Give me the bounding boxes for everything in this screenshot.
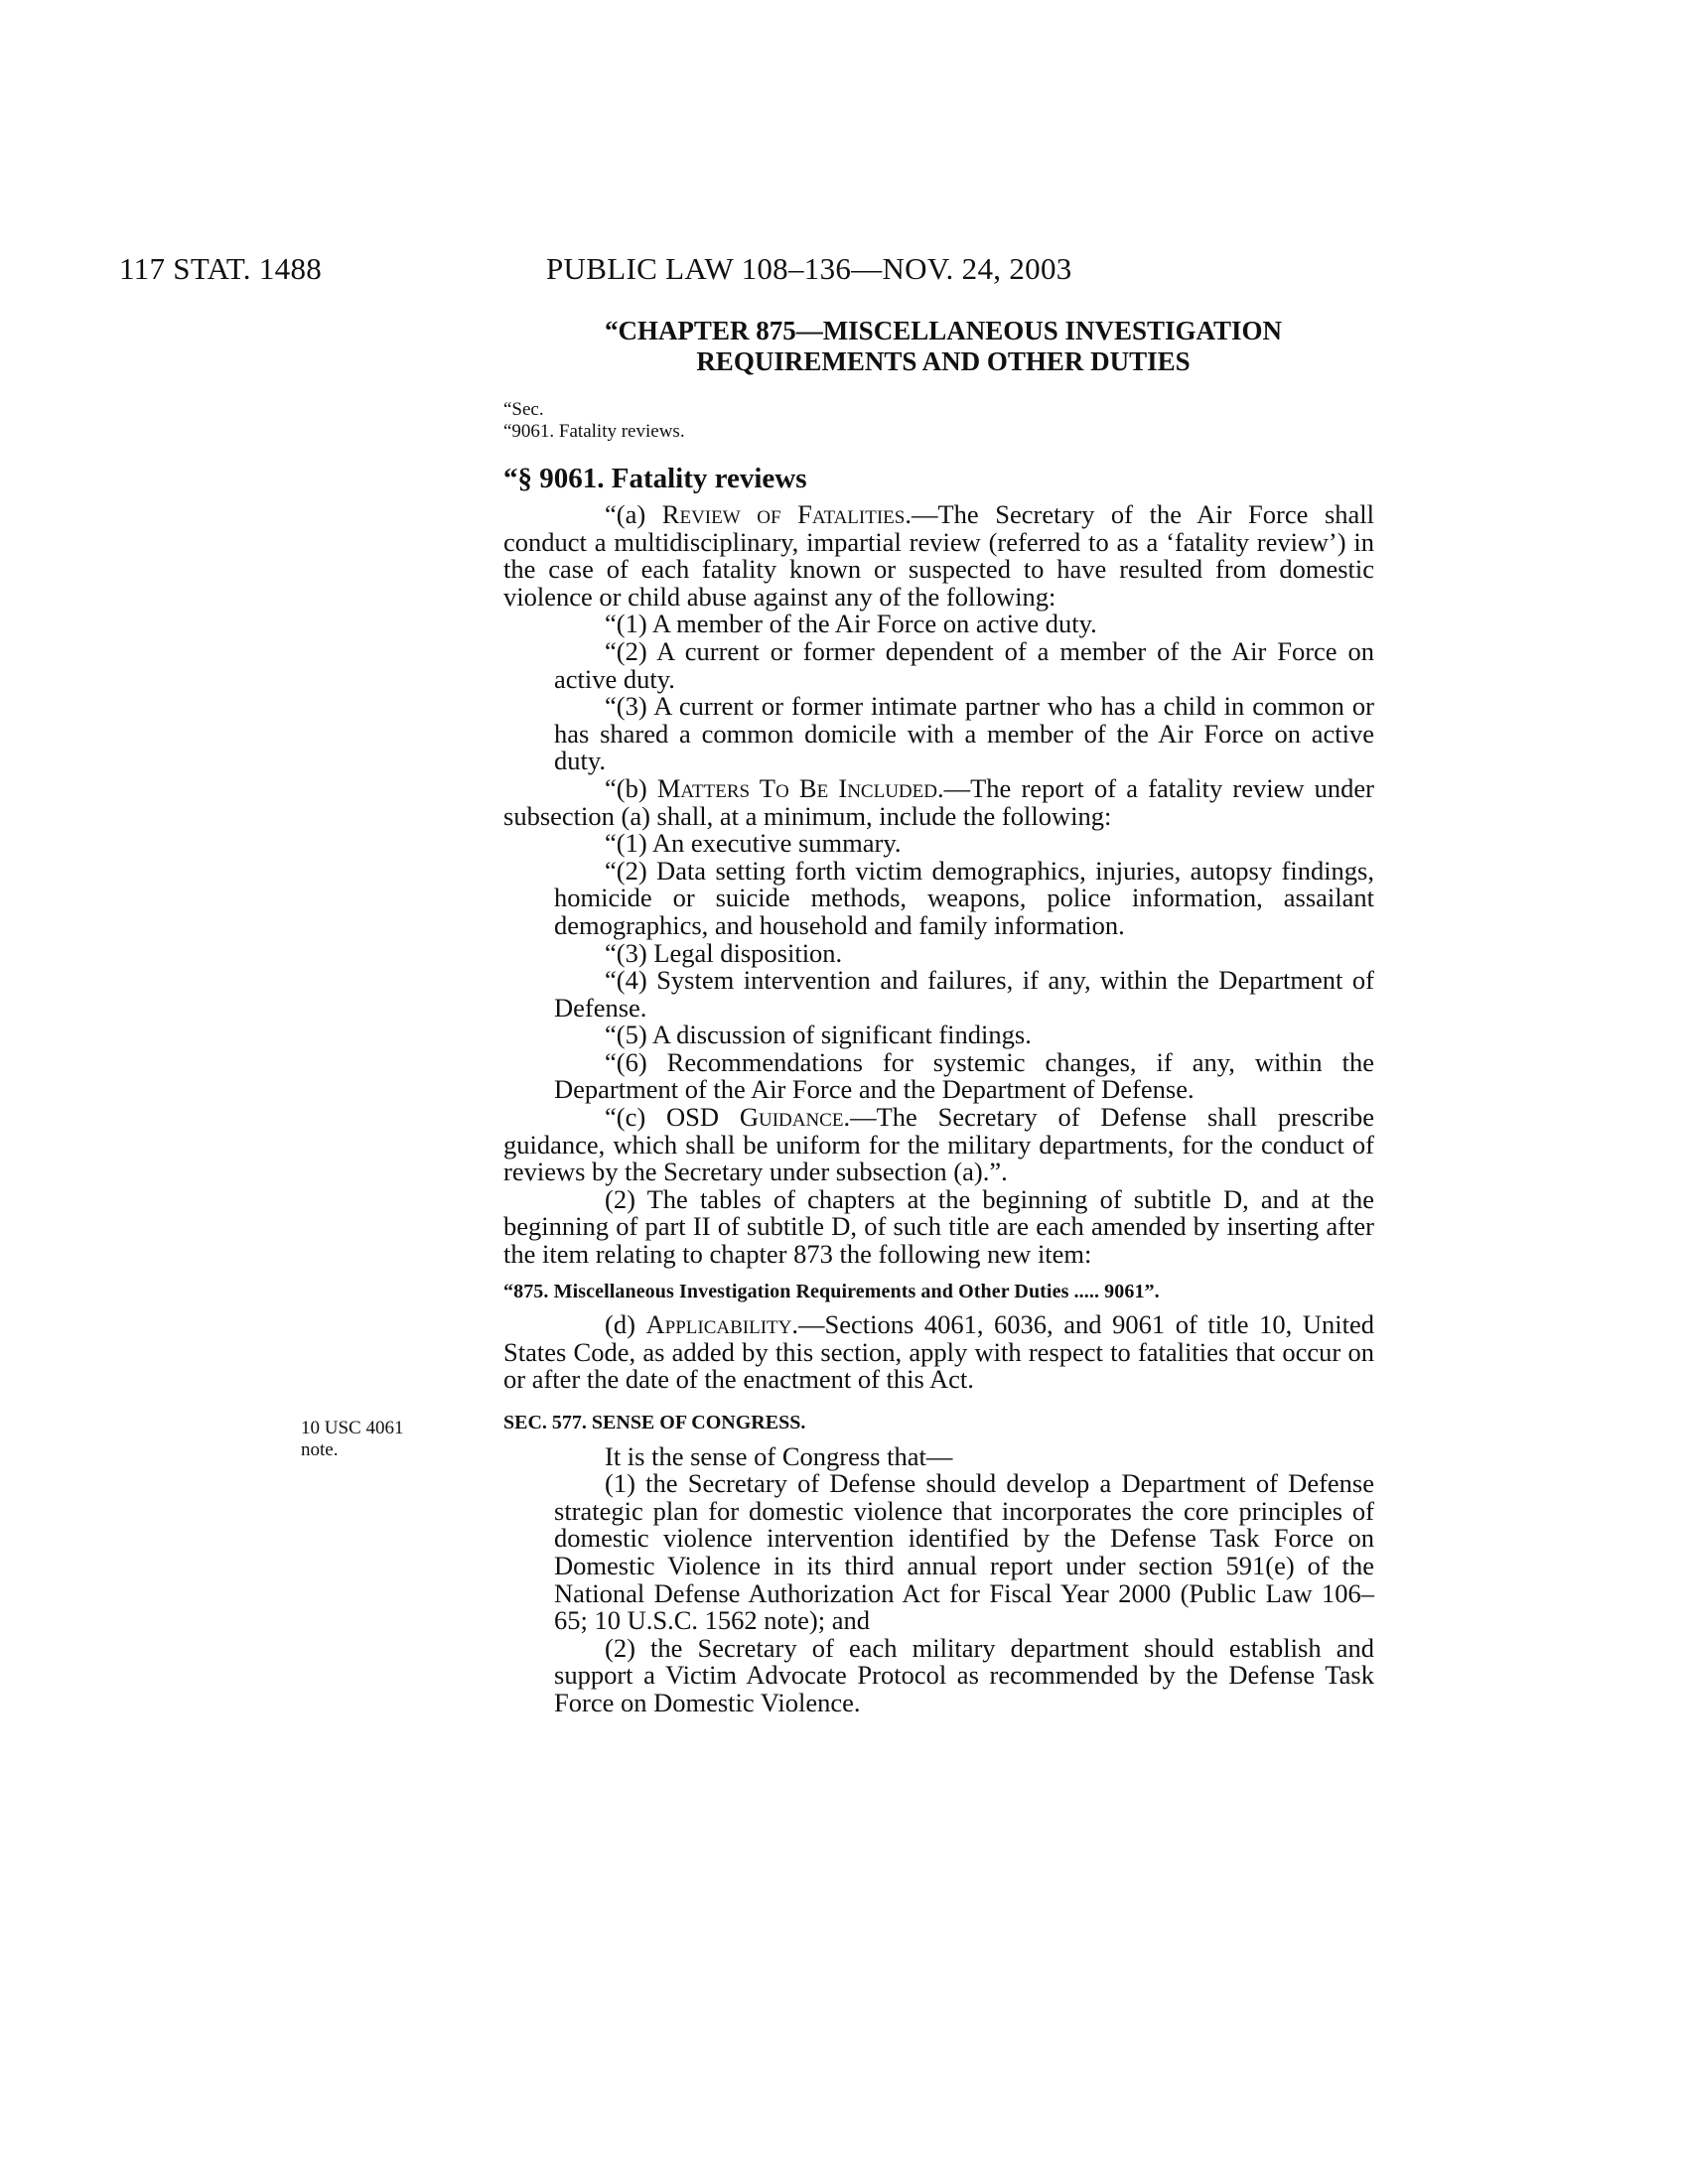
subsection-b-item: “(4) System intervention and failures, if any, within the Department of Defense. [554, 965, 1374, 1023]
table-of-chapters-item: “875. Miscellaneous Investigation Requirements and Other Duties ..... 9061”. [503, 1280, 1160, 1302]
toc-item: “9061. Fatality reviews. [503, 421, 685, 442]
subsection-b-caption: Matters To Be Included [656, 772, 937, 803]
sec-577-item: (1) the Secretary of Defense should develop a Department of Defense strategic plan for domestic violence that incorporates the core principles of domestic violence intervention identified by the Defense Task Force on Domestic Violence in its third annual report under section 591(e) of the National Defense Authorization Act for Fiscal Year 2000 (Public Law 106–65; 10 U.S.C. 1562 note); and [554, 1468, 1374, 1636]
subsection-b-item: “(5) A discussion of significant findings. [605, 1020, 1032, 1050]
sec-577-item: (2) the Secretary of each military department should establish and support a Victim Advocate Protocol as recommended by the Defense Task Force on Domestic Violence. [554, 1632, 1374, 1717]
margin-note-line2: note. [301, 1439, 339, 1460]
subsection-b-item: “(1) An executive summary. [605, 828, 902, 859]
public-law-header: PUBLIC LAW 108–136—NOV. 24, 2003 [546, 251, 1072, 286]
statute-page-number: 117 STAT. 1488 [119, 251, 323, 286]
subsection-c: “(c) OSD Guidance.—The Secretary of Defense shall prescribe guidance, which shall be uniform for the military departments, for the conduct of reviews by the Secretary under subsection (a).”. [503, 1102, 1374, 1187]
subsection-a-item: “(3) A current or former intimate partner who has a child in common or has shared a common domicile with a member of the Air Force on active duty. [554, 691, 1374, 776]
toc-label: “Sec. [503, 399, 544, 420]
chapter-title-line2: REQUIREMENTS AND OTHER DUTIES [696, 346, 1191, 376]
sec-577-heading: SEC. 577. SENSE OF CONGRESS. [503, 1412, 806, 1433]
margin-note-line1: 10 USC 4061 [301, 1418, 404, 1438]
chapter-title [496, 316, 1390, 377]
subsection-b-item: “(3) Legal disposition. [605, 937, 843, 968]
subsection-c-caption: OSD Guidance [666, 1102, 844, 1133]
subsection-a: “(a) Review of Fatalities.—The Secretary of the Air Force shall conduct a multidisciplinary, impartial review (referred to as a ‘fatality review’) in the case of each fatality known or suspected to have resulted from domestic violence or child abuse against any of the following: [503, 499, 1374, 612]
chapter-title-line1: “CHAPTER 875—MISCELLANEOUS INVESTIGATION [604, 316, 1283, 345]
subsection-b-item: “(6) Recommendations for systemic changes, if any, within the Department of the Air Force and the Department of Defense. [554, 1046, 1374, 1105]
section-body [503, 501, 1374, 1717]
subsection-a-caption: Review of Fatalities [661, 499, 906, 529]
subsection-d-caption: Applicability [645, 1309, 792, 1340]
section-heading: “§ 9061. Fatality reviews [503, 463, 807, 494]
sec-577-intro: It is the sense of Congress that— [605, 1440, 953, 1471]
subsection-a-item: “(2) A current or former dependent of a member of the Air Force on active duty. [554, 635, 1374, 694]
subsection-a-item: “(1) A member of the Air Force on active duty. [605, 609, 1097, 639]
subsection-d: (d) Applicability.—Sections 4061, 6036, and 9061 of title 10, United States Code, as added by this section, apply with respect to fatalities that occur on or after the date of the enactment of this Act. [503, 1309, 1374, 1395]
subsection-b: “(b) Matters To Be Included.—The report of a fatality review under subsection (a) shall, at a minimum, include the following: [503, 772, 1375, 831]
subsection-b-item: “(2) Data setting forth victim demographics, injuries, autopsy findings, homicide or suicide methods, weapons, police information, assailant demographics, and household and family information. [554, 855, 1374, 940]
margin-citation-note [301, 1418, 403, 1461]
paragraph-2: (2) The tables of chapters at the beginning of subtitle D, and at the beginning of part II of subtitle D, of such title are each amended by inserting after the item relating to chapter 873 the following new item: [503, 1183, 1374, 1270]
chapter-section-list [503, 399, 685, 443]
